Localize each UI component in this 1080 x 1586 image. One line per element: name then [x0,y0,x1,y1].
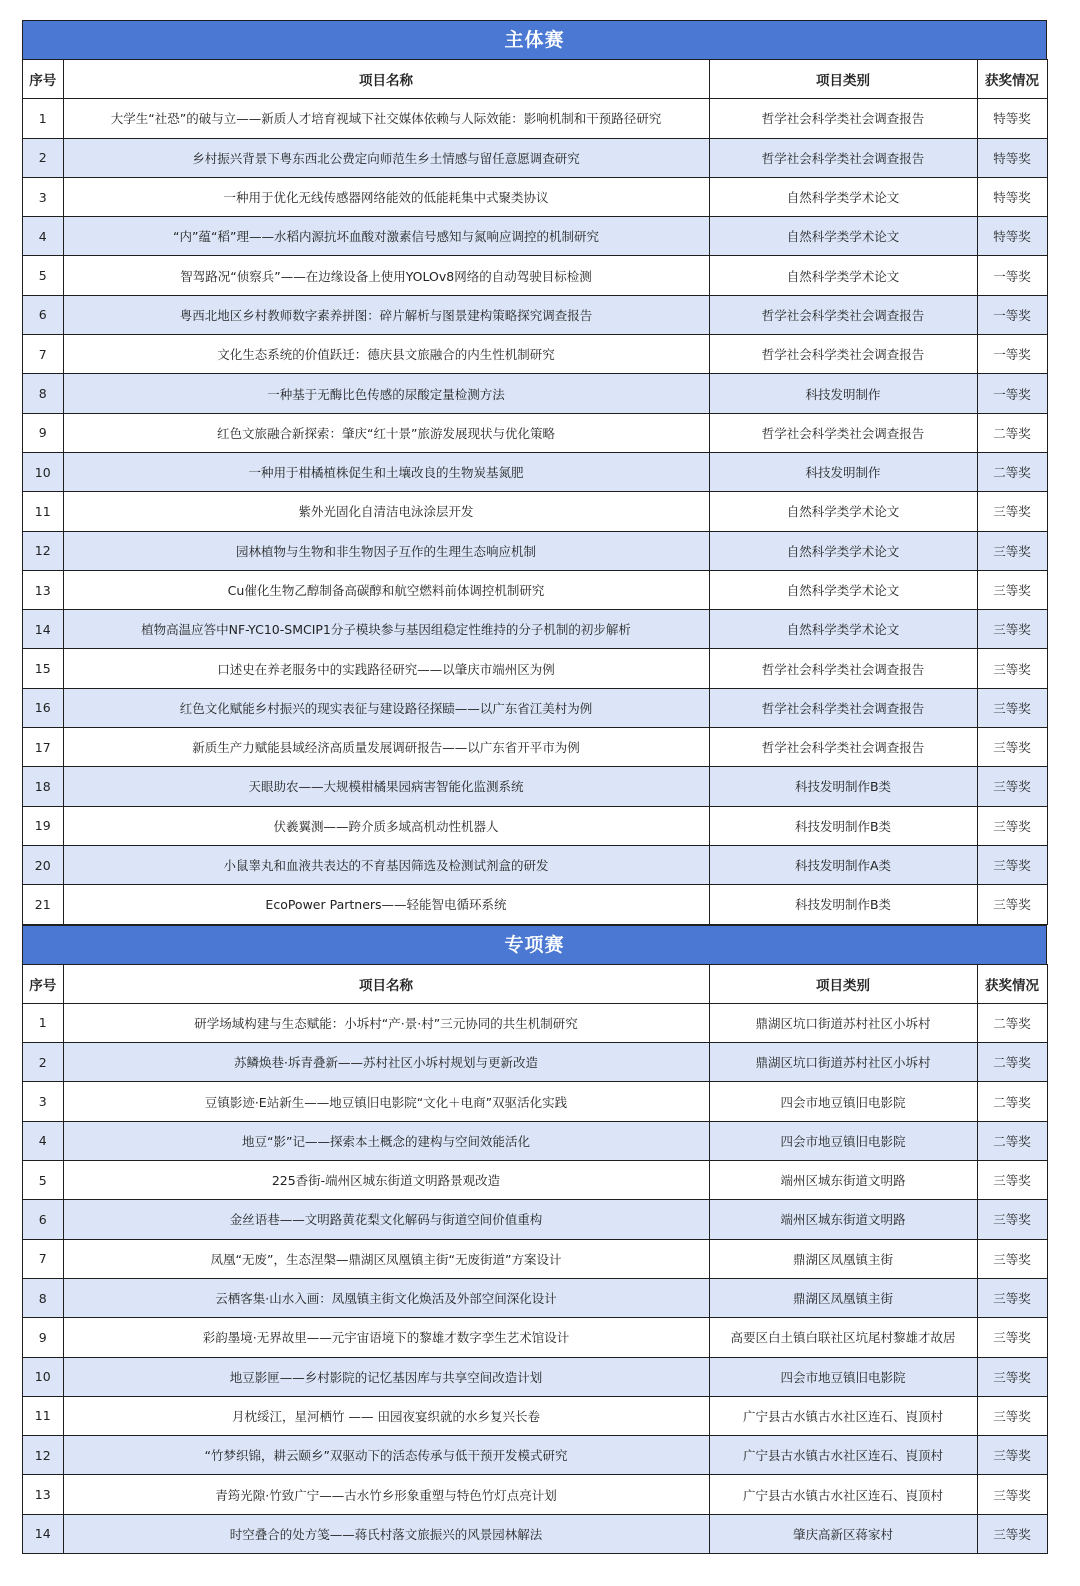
serial-number-cell: 11 [23,1396,63,1435]
table-row [23,1357,1047,1396]
project-category-cell: 自然科学类学术论文 [709,531,977,570]
column-header-name: 项目名称 [63,60,709,99]
serial-number-cell: 13 [23,1475,63,1514]
project-category-cell: 自然科学类学术论文 [709,256,977,295]
serial-number-cell: 9 [23,413,63,452]
project-name-cell: 一种用于优化无线传感器网络能效的低能耗集中式聚类协议 [63,177,709,216]
award-cell: 三等奖 [977,531,1047,570]
project-category-cell: 鼎湖区坑口街道苏村社区小坼村 [709,1043,977,1082]
project-name-cell: 云栖客集·山水入画：凤凰镇主街文化焕活及外部空间深化设计 [63,1278,709,1317]
project-category-cell: 端州区城东街道文明路 [709,1200,977,1239]
serial-number-cell: 7 [23,1239,63,1278]
project-name-cell: EcoPower Partners——轻能智电循环系统 [63,885,709,924]
project-category-cell: 鼎湖区凤凰镇主街 [709,1278,977,1317]
table-row [23,1200,1047,1239]
table-row [23,138,1047,177]
serial-number-cell: 12 [23,1436,63,1475]
project-name-cell: Cu催化生物乙醇制备高碳醇和航空燃料前体调控机制研究 [63,570,709,609]
project-category-cell: 四会市地豆镇旧电影院 [709,1121,977,1160]
table-row [23,1436,1047,1475]
project-category-cell: 自然科学类学术论文 [709,570,977,609]
column-header-category: 项目类别 [709,60,977,99]
serial-number-cell: 11 [23,492,63,531]
award-cell: 三等奖 [977,728,1047,767]
project-name-cell: 月枕绥江，星河栖竹 —— 田园夜宴织就的水乡复兴长卷 [63,1396,709,1435]
project-name-cell: “内”蕴“稻”理——水稻内源抗坏血酸对激素信号感知与氮响应调控的机制研究 [63,217,709,256]
project-name-cell: 苏鳞焕巷·坼青叠新——苏村社区小坼村规划与更新改造 [63,1043,709,1082]
table-header-row [23,964,1047,1003]
project-category-cell: 哲学社会科学类社会调查报告 [709,688,977,727]
project-category-cell: 端州区城东街道文明路 [709,1161,977,1200]
award-cell: 三等奖 [977,1161,1047,1200]
serial-number-cell: 2 [23,1043,63,1082]
award-cell: 一等奖 [977,374,1047,413]
table-row [23,1475,1047,1514]
table-row [23,885,1047,924]
project-name-cell: 园林植物与生物和非生物因子互作的生理生态响应机制 [63,531,709,570]
column-header-name: 项目名称 [63,964,709,1003]
table-row [23,177,1047,216]
serial-number-cell: 14 [23,610,63,649]
column-header-num: 序号 [23,964,63,1003]
award-cell: 三等奖 [977,1475,1047,1514]
project-category-cell: 哲学社会科学类社会调查报告 [709,413,977,452]
serial-number-cell: 4 [23,217,63,256]
table-row [23,1082,1047,1121]
serial-number-cell: 8 [23,1278,63,1317]
serial-number-cell: 3 [23,1082,63,1121]
project-name-cell: 乡村振兴背景下粤东西北公费定向师范生乡土情感与留任意愿调查研究 [63,138,709,177]
project-name-cell: 紫外光固化自清洁电泳涂层开发 [63,492,709,531]
serial-number-cell: 8 [23,374,63,413]
serial-number-cell: 1 [23,1003,63,1042]
table-row [23,570,1047,609]
award-cell: 三等奖 [977,492,1047,531]
project-name-cell: 凤凰“无废”，生态涅槃—鼎湖区凤凰镇主街“无废街道”方案设计 [63,1239,709,1278]
award-cell: 三等奖 [977,1514,1047,1553]
table-row [23,99,1047,138]
special-award-table [23,964,1048,1554]
table-row [23,256,1047,295]
project-category-cell: 哲学社会科学类社会调查报告 [709,99,977,138]
award-cell: 特等奖 [977,99,1047,138]
project-category-cell: 鼎湖区坑口街道苏村社区小坼村 [709,1003,977,1042]
award-cell: 二等奖 [977,1043,1047,1082]
award-cell: 三等奖 [977,1239,1047,1278]
table-row [23,1514,1047,1553]
project-name-cell: 地豆“影”记——探索本土概念的建构与空间效能活化 [63,1121,709,1160]
project-name-cell: 小鼠睾丸和血液共表达的不育基因筛选及检测试剂盒的研发 [63,845,709,884]
project-name-cell: 彩韵墨境·无界故里——元宇宙语境下的黎雄才数字孪生艺术馆设计 [63,1318,709,1357]
project-category-cell: 哲学社会科学类社会调查报告 [709,728,977,767]
project-name-cell: 金丝语巷——文明路黄花梨文化解码与街道空间价值重构 [63,1200,709,1239]
project-category-cell: 哲学社会科学类社会调查报告 [709,295,977,334]
project-category-cell: 科技发明制作B类 [709,806,977,845]
project-name-cell: 红色文化赋能乡村振兴的现实表征与建设路径探赜——以广东省江美村为例 [63,688,709,727]
project-name-cell: “竹梦织锦，耕云颐乡”双驱动下的活态传承与低干预开发模式研究 [63,1436,709,1475]
table-row [23,688,1047,727]
project-category-cell: 肇庆高新区蒋家村 [709,1514,977,1553]
award-cell: 三等奖 [977,688,1047,727]
table-row [23,335,1047,374]
table-row [23,1318,1047,1357]
award-cell: 二等奖 [977,413,1047,452]
serial-number-cell: 15 [23,649,63,688]
award-cell: 三等奖 [977,767,1047,806]
award-cell: 三等奖 [977,1318,1047,1357]
project-category-cell: 四会市地豆镇旧电影院 [709,1357,977,1396]
serial-number-cell: 21 [23,885,63,924]
project-name-cell: 地豆影匣——乡村影院的记忆基因库与共享空间改造计划 [63,1357,709,1396]
award-cell: 二等奖 [977,1121,1047,1160]
project-name-cell: 文化生态系统的价值跃迁：德庆县文旅融合的内生性机制研究 [63,335,709,374]
column-header-num: 序号 [23,60,63,99]
serial-number-cell: 10 [23,1357,63,1396]
award-cell: 三等奖 [977,1396,1047,1435]
project-category-cell: 科技发明制作A类 [709,845,977,884]
project-category-cell: 科技发明制作 [709,374,977,413]
award-cell: 特等奖 [977,138,1047,177]
serial-number-cell: 3 [23,177,63,216]
serial-number-cell: 14 [23,1514,63,1553]
table-row [23,767,1047,806]
award-cell: 三等奖 [977,649,1047,688]
table-row [23,610,1047,649]
serial-number-cell: 13 [23,570,63,609]
serial-number-cell: 9 [23,1318,63,1357]
award-cell: 三等奖 [977,610,1047,649]
project-category-cell: 自然科学类学术论文 [709,217,977,256]
project-name-cell: 植物高温应答中NF-YC10-SMCIP1分子模块参与基因组稳定性维持的分子机制的初步解析 [63,610,709,649]
section-title-special: 专项赛 [23,925,1047,964]
award-cell: 一等奖 [977,256,1047,295]
project-category-cell: 自然科学类学术论文 [709,492,977,531]
award-cell: 三等奖 [977,845,1047,884]
project-name-cell: 时空叠合的处方笺——蒋氏村落文旅振兴的风景园林解法 [63,1514,709,1553]
project-category-cell: 科技发明制作B类 [709,767,977,806]
column-header-category: 项目类别 [709,964,977,1003]
serial-number-cell: 19 [23,806,63,845]
serial-number-cell: 6 [23,1200,63,1239]
project-category-cell: 自然科学类学术论文 [709,610,977,649]
serial-number-cell: 4 [23,1121,63,1160]
award-cell: 二等奖 [977,1082,1047,1121]
project-category-cell: 科技发明制作 [709,452,977,491]
project-category-cell: 科技发明制作B类 [709,885,977,924]
table-row [23,413,1047,452]
project-category-cell: 鼎湖区凤凰镇主街 [709,1239,977,1278]
project-category-cell: 广宁县古水镇古水社区连石、崀顶村 [709,1475,977,1514]
table-row [23,1278,1047,1317]
section-title-main: 主体赛 [23,20,1047,59]
column-header-award: 获奖情况 [977,964,1047,1003]
award-cell: 一等奖 [977,295,1047,334]
main-award-table [23,59,1048,925]
project-name-cell: 大学生“社恐”的破与立——新质人才培育视域下社交媒体依赖与人际效能：影响机制和干预路径研究 [63,99,709,138]
project-name-cell: 粤西北地区乡村教师数字素养拼图：碎片解析与图景建构策略探究调查报告 [63,295,709,334]
serial-number-cell: 20 [23,845,63,884]
award-cell: 二等奖 [977,452,1047,491]
serial-number-cell: 18 [23,767,63,806]
serial-number-cell: 2 [23,138,63,177]
serial-number-cell: 5 [23,256,63,295]
table-row [23,492,1047,531]
serial-number-cell: 1 [23,99,63,138]
table-row [23,374,1047,413]
table-row [23,1043,1047,1082]
table-row [23,1121,1047,1160]
award-cell: 三等奖 [977,1436,1047,1475]
awards-sheet [22,20,1047,1554]
project-name-cell: 青筠光隙·竹致广宁——古水竹乡形象重塑与特色竹灯点亮计划 [63,1475,709,1514]
project-category-cell: 哲学社会科学类社会调查报告 [709,335,977,374]
project-name-cell: 豆镇影迹·E站新生——地豆镇旧电影院“文化＋电商”双驱活化实践 [63,1082,709,1121]
project-name-cell: 智驾路况“侦察兵”——在边缘设备上使用YOLOv8网络的自动驾驶目标检测 [63,256,709,295]
project-name-cell: 口述史在养老服务中的实践路径研究——以肇庆市端州区为例 [63,649,709,688]
project-name-cell: 225香街-端州区城东街道文明路景观改造 [63,1161,709,1200]
project-category-cell: 广宁县古水镇古水社区连石、崀顶村 [709,1396,977,1435]
project-name-cell: 红色文旅融合新探索：肇庆“红十景”旅游发展现状与优化策略 [63,413,709,452]
table-row [23,452,1047,491]
award-cell: 三等奖 [977,1200,1047,1239]
serial-number-cell: 5 [23,1161,63,1200]
table-row [23,295,1047,334]
table-row [23,649,1047,688]
serial-number-cell: 7 [23,335,63,374]
award-cell: 三等奖 [977,806,1047,845]
table-row [23,1003,1047,1042]
project-category-cell: 哲学社会科学类社会调查报告 [709,649,977,688]
serial-number-cell: 10 [23,452,63,491]
table-row [23,217,1047,256]
project-name-cell: 一种基于无酶比色传感的尿酸定量检测方法 [63,374,709,413]
table-row [23,845,1047,884]
table-row [23,531,1047,570]
table-row [23,1396,1047,1435]
project-category-cell: 四会市地豆镇旧电影院 [709,1082,977,1121]
project-category-cell: 广宁县古水镇古水社区连石、崀顶村 [709,1436,977,1475]
table-row [23,728,1047,767]
award-cell: 特等奖 [977,177,1047,216]
table-row [23,1239,1047,1278]
serial-number-cell: 16 [23,688,63,727]
award-cell: 三等奖 [977,1357,1047,1396]
award-cell: 三等奖 [977,885,1047,924]
project-category-cell: 高要区白土镇白联社区坑尾村黎雄才故居 [709,1318,977,1357]
serial-number-cell: 12 [23,531,63,570]
award-cell: 三等奖 [977,570,1047,609]
award-cell: 特等奖 [977,217,1047,256]
project-name-cell: 一种用于柑橘植株促生和土壤改良的生物炭基氮肥 [63,452,709,491]
serial-number-cell: 6 [23,295,63,334]
award-cell: 三等奖 [977,1278,1047,1317]
award-cell: 二等奖 [977,1003,1047,1042]
project-category-cell: 哲学社会科学类社会调查报告 [709,138,977,177]
project-name-cell: 研学场域构建与生态赋能：小坼村“产·景·村”三元协同的共生机制研究 [63,1003,709,1042]
project-name-cell: 新质生产力赋能县域经济高质量发展调研报告——以广东省开平市为例 [63,728,709,767]
table-row [23,806,1047,845]
project-name-cell: 伏羲翼测——跨介质多域高机动性机器人 [63,806,709,845]
project-name-cell: 天眼助农——大规模柑橘果园病害智能化监测系统 [63,767,709,806]
project-category-cell: 自然科学类学术论文 [709,177,977,216]
serial-number-cell: 17 [23,728,63,767]
table-header-row [23,60,1047,99]
table-row [23,1161,1047,1200]
award-cell: 一等奖 [977,335,1047,374]
column-header-award: 获奖情况 [977,60,1047,99]
